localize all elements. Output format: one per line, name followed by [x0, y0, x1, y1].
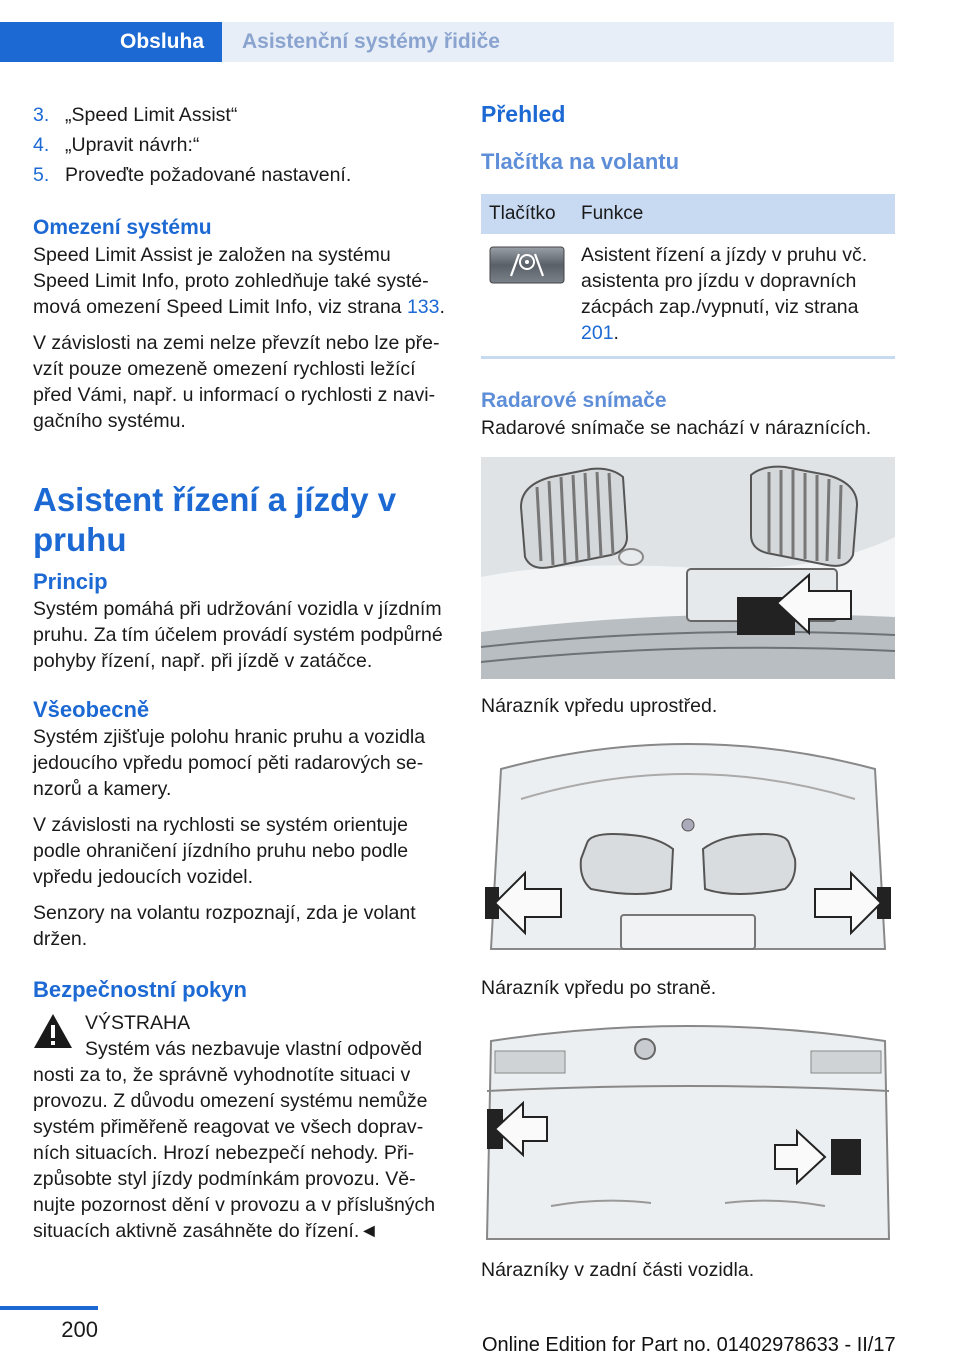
principle-paragraph: Systém pomáhá při udržování vozidla v jízdním pruhu. Za tím účelem provádí systém podpůrné pohyby řízení, např. při jízdě v zatáčce. — [33, 598, 443, 672]
step-list — [33, 100, 451, 190]
front-bumper-center-image — [481, 457, 895, 679]
step-text: „Speed Limit Assist“ — [65, 104, 238, 126]
right-column — [481, 100, 895, 1303]
step-text: „Upravit návrh:“ — [65, 134, 200, 156]
warning-triangle-icon — [33, 1012, 73, 1050]
step-number: 3. — [33, 104, 50, 126]
overview-heading: Přehled — [481, 101, 566, 127]
page-number: 200 — [61, 1317, 98, 1342]
section-title: Asistent řízení a jízdy v pruhu — [33, 481, 397, 558]
paragraph-text: . — [439, 296, 445, 318]
warning-text-first-line: Systém vás nezbavuje vlastní odpověd — [85, 1038, 423, 1060]
safety-heading: Bezpečnostní pokyn — [33, 977, 247, 1002]
page-link[interactable]: 201 — [581, 322, 614, 344]
function-text: Asistent řízení a jízdy v pruhu vč. asistenta pro jízdu v dopravních zácpách zap./vypnutí, viz strana — [581, 244, 868, 318]
system-limits-heading: Omezení systému — [33, 216, 212, 239]
general-paragraph-1: Systém zjišťuje polohu hranic pruhu a vozidla jedoucího vpředu pomocí pěti radarových senzorů a kamery. — [33, 726, 426, 800]
warning-title: VÝSTRAHA — [85, 1012, 191, 1034]
general-paragraph-3: Senzory na volantu rozpoznají, zda je volant držen. — [33, 902, 416, 950]
system-limits-paragraph — [33, 242, 451, 320]
function-text: . — [613, 322, 619, 344]
table-header-button: Tlačítko — [481, 194, 573, 234]
step-number: 4. — [33, 134, 50, 156]
paragraph-text: Speed Limit Assist je založen na systému Speed Limit Info, proto zohledňuje také systémová omezení Speed Limit Info, viz strana — [33, 244, 429, 318]
chapter-tab[interactable]: Asistenční systémy řidiče — [222, 22, 894, 62]
footer-rule — [0, 1306, 98, 1310]
general-heading: Všeobecně — [33, 697, 150, 722]
list-item — [33, 100, 451, 130]
table-header-function: Funkce — [573, 194, 895, 234]
table-row — [481, 234, 895, 358]
button-table — [481, 194, 895, 359]
button-cell — [481, 234, 573, 358]
function-cell — [573, 234, 895, 358]
step-number: 5. — [33, 164, 50, 186]
warning-text: nosti za to, že správně vyhodnotíte situaci v provozu. Z důvodu omezení systému nemůže systém přiměřeně reagovat ve všech dopravních situacích. Hrozí nebezpečí nehody. Přizpůsobte styl jízdy podmínkám provozu. Věnujte pozornost dění v provozu a v příslušných situacích aktivně zasáhněte do řízení.◄ — [33, 1064, 436, 1242]
warning-block — [33, 1010, 451, 1244]
edition-note: Online Edition for Part no. 01402978633 - II/17 — [482, 1334, 896, 1356]
lane-assist-button-icon — [489, 246, 565, 284]
page-header — [0, 0, 960, 62]
figure-caption-2: Nárazník vpředu po straně. — [481, 977, 717, 999]
step-text: Proveďte požadované nastavení. — [65, 164, 352, 186]
radar-heading: Radarové snímače — [481, 389, 667, 412]
rear-bumper-image — [481, 1021, 895, 1243]
buttons-heading: Tlačítka na volantu — [481, 149, 680, 174]
list-item — [33, 160, 451, 190]
radar-paragraph: Radarové snímače se nachází v náraznících. — [481, 417, 872, 439]
left-column — [33, 100, 451, 1244]
general-paragraph-2: V závislosti na rychlosti se systém orientuje podle ohraničení jízdního pruhu nebo podle vpředu jedoucích vozidel. — [33, 814, 409, 888]
front-bumper-side-image — [481, 739, 895, 961]
page-link[interactable]: 133 — [406, 296, 440, 318]
system-limits-paragraph-2: V závislosti na zemi nelze převzít nebo lze převzít pouze omezeně omezení rychlosti ležící před Vámi, např. u informací o rychlosti z navigačního systému. — [33, 332, 440, 432]
section-tab[interactable]: Obsluha — [0, 22, 222, 62]
principle-heading: Princip — [33, 569, 108, 594]
figure-caption-1: Nárazník vpředu uprostřed. — [481, 695, 718, 717]
figure-caption-3: Nárazníky v zadní části vozidla. — [481, 1259, 755, 1281]
list-item — [33, 130, 451, 160]
